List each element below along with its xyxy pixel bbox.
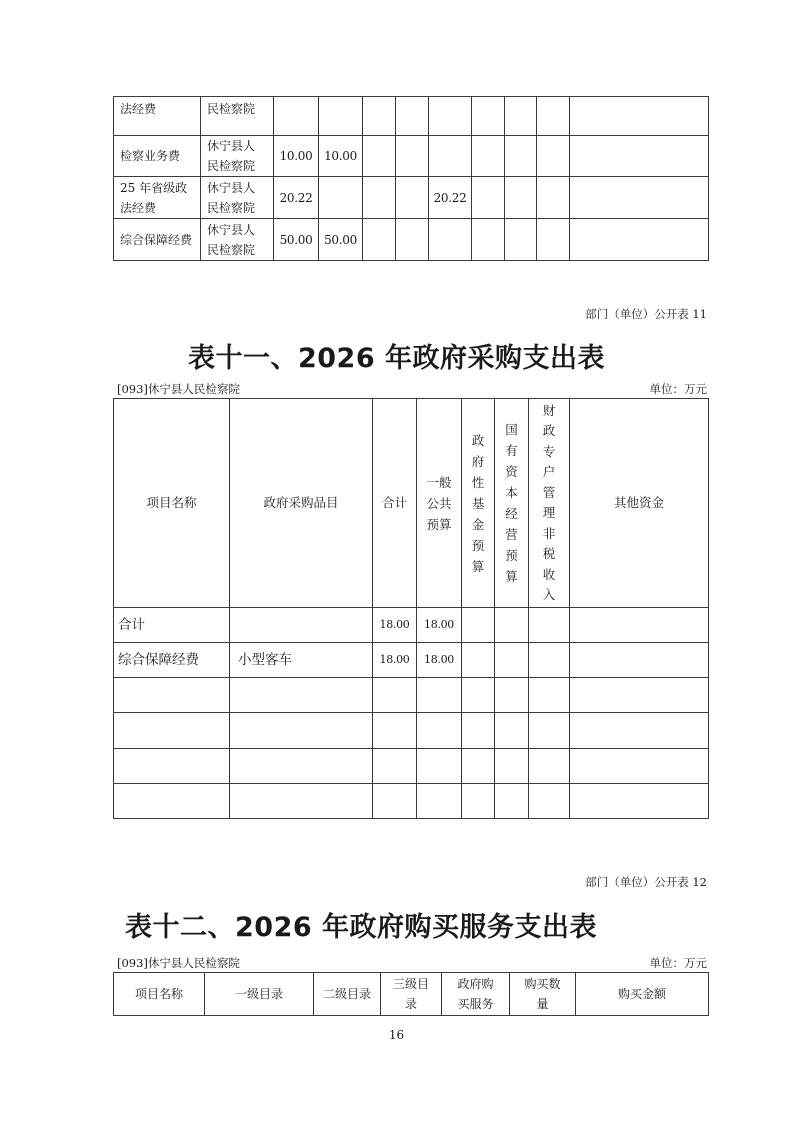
value-cell	[570, 97, 709, 136]
header-project-name: 项目名称	[114, 399, 230, 608]
header-char: 收	[542, 566, 556, 582]
table12-header-row	[114, 973, 709, 1016]
value-cell	[537, 219, 570, 261]
header-level3	[381, 973, 442, 1016]
table11-row-empty	[114, 784, 709, 819]
other-funds-cell	[570, 678, 709, 713]
project-name-cell: 法经费	[114, 97, 201, 136]
value-cell: 10.00	[319, 136, 363, 177]
header-text: 购买数	[524, 977, 561, 991]
value-cell	[505, 219, 537, 261]
header-text: 一般	[426, 474, 452, 490]
header-project-name: 项目名称	[114, 973, 205, 1016]
table12-title: 表十二、2026 年政府购买服务支出表	[125, 912, 598, 943]
gov-fund-cell	[462, 643, 495, 678]
header-char: 国	[505, 422, 518, 437]
general-budget-cell	[417, 784, 462, 819]
procurement-item-cell	[230, 608, 373, 643]
value-cell	[472, 177, 505, 219]
value-cell	[396, 219, 429, 261]
value-cell	[537, 136, 570, 177]
table12-org: [093]休宁县人民检察院	[117, 956, 240, 970]
header-text: 量	[536, 997, 549, 1011]
gov-fund-cell	[462, 749, 495, 784]
unit-cell	[201, 219, 274, 261]
table10-row	[114, 177, 709, 219]
general-budget-cell	[417, 749, 462, 784]
value-cell	[537, 177, 570, 219]
value-cell	[472, 136, 505, 177]
header-char: 经	[505, 506, 518, 521]
header-char: 基	[471, 495, 485, 511]
header-text: 预算	[426, 516, 452, 532]
name-line: 法经费	[120, 200, 157, 215]
table11-ref-label: 部门（单位）公开表 11	[585, 307, 707, 321]
special-account-cell	[529, 678, 570, 713]
value-cell	[319, 177, 363, 219]
header-char: 政	[542, 423, 556, 438]
table12-services	[113, 972, 709, 1016]
table10-row	[114, 136, 709, 177]
other-funds-cell	[570, 643, 709, 678]
total-cell	[373, 749, 417, 784]
value-cell	[319, 97, 363, 136]
other-funds-cell	[570, 608, 709, 643]
value-cell	[363, 219, 396, 261]
table11-org: [093]休宁县人民检察院	[117, 382, 240, 396]
header-char: 理	[542, 505, 556, 520]
header-char: 政	[471, 432, 485, 448]
state-capital-cell	[495, 608, 529, 643]
header-char: 有	[505, 443, 518, 458]
value-cell	[396, 177, 429, 219]
value-cell	[363, 97, 396, 136]
total-cell	[373, 784, 417, 819]
header-gov-fund	[462, 399, 495, 608]
unit-cell	[201, 177, 274, 219]
value-cell	[363, 136, 396, 177]
table10-row	[114, 219, 709, 261]
table11-title: 表十一、2026 年政府采购支出表	[187, 343, 606, 374]
other-funds-cell	[570, 784, 709, 819]
unit-line: 民检察院	[207, 242, 256, 257]
header-level2: 二级目录	[314, 973, 381, 1016]
header-char: 金	[471, 516, 485, 532]
general-budget-cell	[417, 678, 462, 713]
table10-continued	[113, 96, 709, 261]
special-account-cell	[529, 643, 570, 678]
general-budget-cell	[417, 713, 462, 749]
table10-row	[114, 97, 709, 136]
table11-row-empty	[114, 678, 709, 713]
header-text: 录	[404, 997, 417, 1011]
state-capital-cell	[495, 713, 529, 749]
header-gov-service	[442, 973, 510, 1016]
header-text: 买服务	[457, 997, 494, 1011]
header-other-funds: 其他资金	[570, 399, 709, 608]
header-char: 税	[542, 546, 556, 561]
gov-fund-cell	[462, 784, 495, 819]
header-amount: 购买金额	[576, 973, 709, 1016]
table11-row-total	[114, 608, 709, 643]
procurement-item-cell	[230, 713, 373, 749]
unit-line: 民检察院	[207, 200, 256, 215]
total-cell: 18.00	[373, 608, 417, 643]
header-char: 算	[471, 558, 485, 574]
unit-line: 休宁县人	[207, 222, 256, 237]
state-capital-cell	[495, 784, 529, 819]
header-special-account	[529, 399, 570, 608]
table11-row-empty	[114, 713, 709, 749]
total-cell	[373, 678, 417, 713]
project-name-cell: 检察业务费	[114, 136, 201, 177]
table11-row	[114, 643, 709, 678]
value-cell	[505, 177, 537, 219]
special-account-cell	[529, 713, 570, 749]
header-procurement-item: 政府采购品目	[230, 399, 373, 608]
value-cell	[570, 136, 709, 177]
table11-procurement	[113, 398, 709, 819]
gov-fund-cell	[462, 678, 495, 713]
value-cell	[570, 219, 709, 261]
value-cell	[429, 219, 472, 261]
header-char: 专	[542, 443, 556, 459]
gov-fund-cell	[462, 608, 495, 643]
header-quantity	[510, 973, 576, 1016]
project-name-cell	[114, 713, 230, 749]
total-cell	[373, 713, 417, 749]
project-name-cell: 综合保障经费	[114, 643, 230, 678]
value-cell: 20.22	[429, 177, 472, 219]
state-capital-cell	[495, 749, 529, 784]
header-char: 户	[542, 464, 556, 479]
header-char: 预	[471, 537, 485, 553]
table12-ref-label: 部门（单位）公开表 12	[585, 875, 707, 889]
header-text: 三级目	[392, 977, 429, 991]
special-account-cell	[529, 784, 570, 819]
header-general-budget	[417, 399, 462, 608]
header-state-capital	[495, 399, 529, 608]
table11-row-empty	[114, 749, 709, 784]
value-cell	[429, 97, 472, 136]
project-name-cell	[114, 678, 230, 713]
table12-unit: 单位：万元	[649, 956, 707, 970]
value-cell	[505, 136, 537, 177]
unit-line: 民检察院	[207, 159, 256, 173]
header-char: 资	[505, 464, 518, 479]
header-char: 算	[505, 569, 518, 584]
value-cell	[537, 97, 570, 136]
header-char: 财	[542, 402, 556, 418]
other-funds-cell	[570, 749, 709, 784]
value-cell	[396, 97, 429, 136]
header-text: 公共	[426, 495, 452, 511]
header-total: 合计	[373, 399, 417, 608]
value-cell: 10.00	[274, 136, 319, 177]
unit-cell: 民检察院	[201, 97, 274, 136]
header-char: 预	[505, 548, 518, 563]
special-account-cell	[529, 608, 570, 643]
table11-header-row	[114, 399, 709, 608]
gov-fund-cell	[462, 713, 495, 749]
project-name-cell	[114, 749, 230, 784]
project-name-cell: 综合保障经费	[114, 219, 201, 261]
state-capital-cell	[495, 678, 529, 713]
value-cell	[472, 219, 505, 261]
general-budget-cell: 18.00	[417, 608, 462, 643]
project-name-cell: 合计	[114, 608, 230, 643]
name-line: 25 年省级政	[120, 180, 188, 195]
project-name-cell	[114, 784, 230, 819]
procurement-item-cell: 小型客车	[230, 643, 373, 678]
value-cell	[505, 97, 537, 136]
unit-cell	[201, 136, 274, 177]
value-cell	[570, 177, 709, 219]
other-funds-cell	[570, 713, 709, 749]
value-cell	[472, 97, 505, 136]
header-char: 府	[471, 453, 485, 469]
unit-line: 休宁县人	[207, 139, 256, 153]
table11-unit: 单位：万元	[649, 382, 707, 396]
header-char: 入	[542, 587, 556, 602]
header-text: 政府购	[457, 977, 494, 991]
unit-line: 休宁县人	[207, 180, 256, 195]
procurement-item-cell	[230, 784, 373, 819]
state-capital-cell	[495, 643, 529, 678]
page-number: 16	[388, 1028, 405, 1042]
header-char: 管	[542, 484, 556, 500]
procurement-item-cell	[230, 749, 373, 784]
total-cell: 18.00	[373, 643, 417, 678]
value-cell	[396, 136, 429, 177]
general-budget-cell: 18.00	[417, 643, 462, 678]
value-cell	[363, 177, 396, 219]
header-char: 本	[505, 485, 518, 500]
value-cell	[274, 97, 319, 136]
special-account-cell	[529, 749, 570, 784]
header-char: 性	[471, 474, 485, 490]
header-char: 非	[542, 525, 556, 541]
header-char: 营	[505, 527, 518, 542]
procurement-item-cell	[230, 678, 373, 713]
project-name-cell	[114, 177, 201, 219]
value-cell: 20.22	[274, 177, 319, 219]
value-cell: 50.00	[319, 219, 363, 261]
value-cell: 50.00	[274, 219, 319, 261]
header-level1: 一级目录	[205, 973, 314, 1016]
value-cell	[429, 136, 472, 177]
